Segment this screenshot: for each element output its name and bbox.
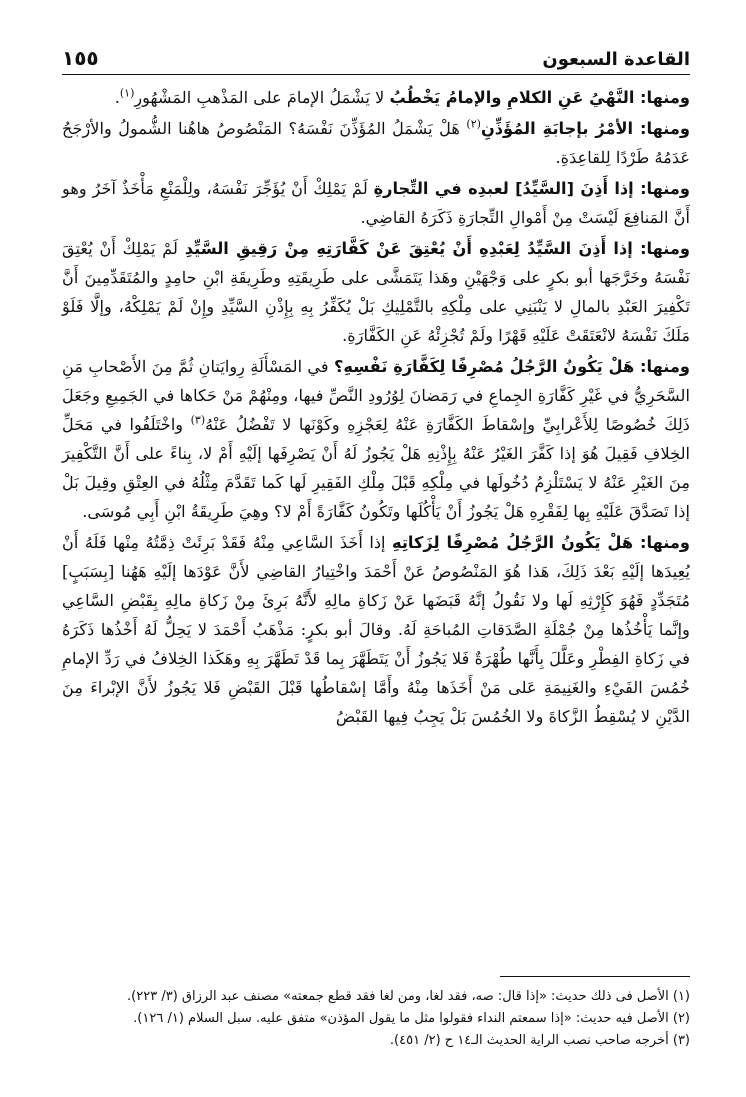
paragraph [62,114,690,172]
paragraph-text: إذا أَخَذَ السَّاعِي مِنْهُ فَقَدْ بَرِئَتْ ذِمَّتُهُ مِنْها فَلَهُ أَنْ يُعِيدَها إلَيْهِ بَعْدَ ذَلِكَ، هَذا هُوَ المَنْصُوصُ عَنْ أَحْمَدَ واخْتِيارُ القاضِي لأَنَّ عَوْدَها إلَيْهِ هَهُنا [بِسَبَبٍ] مُتَجَدِّدٍ فَهُوَ كَإِرْثِهِ لَها ولا نَقُولُ إنَّهُ قَبَضَها عَنْ زَكاةِ مالِهِ لأَنَّهُ بَرِئَ مِنْ زَكاةِ مالِهِ بِقَبْضِ السَّاعِي وإنَّما يَأْخُذُها مِنْ جُمْلَةِ الصَّدَقاتِ المُباحَةِ لَهُ. وقالَ أبو بكرٍ: مَذْهَبُ أَحْمَدَ لا يَحِلُّ لَهُ أَخْذُها ذَكَرَهُ في زَكاةِ الفِطْرِ وعَلَّلَ بِأَنَّها طُهْرَةٌ فَلا يَجُوزُ أَنْ يَتَطَهَّرَ بِما قَدْ تَطَهَّرَ بِهِ وهَكَذا الخِلافُ في رَدِّ الإمامِ خُمُسَ الفَيْءِ والغَنِيمَةِ عَلى مَنْ أَخَذَها مِنْهُ وأَمَّا إسْقاطُها قَبْلَ القَبْضِ فَلا يَجُوزُ لأَنَّ الإبْراءَ مِنَ الدَّيْنِ لا يُسْقِطُ الزَّكاةَ ولا الخُمُسَ بَلْ يَجِبُ فِيها القَبْضُ [62,533,690,726]
paragraph-lead: ومنها: إذا أَذِنَ السَّيِّدُ لِعَبْدِهِ أَنْ يُعْتِقَ عَنْ كَفَّارَتِهِ مِنْ رَقِيقِ السَّيِّدِ [184,239,690,258]
footnote-ref[interactable]: (٢) [466,117,481,131]
paragraph-lead: ومنها: إذا أَذِنَ [السَّيِّدُ] لعبدِه في التِّجارةِ [373,179,690,198]
paragraph-text: في المَسْأَلَةِ رِوايَتانِ ثُمَّ مِنَ الأَصْحابِ مَنِ السَّحَرِيُّ في غَيْرِ كَفَّارَةِ الجِماعِ في رَمَضانَ لِوُرُودِ النَّصِّ فيها، ومِنْهُمْ مَنْ حَكاها في الجَمِيعِ وجَعَلَ ذَلِكَ خُصُوصًا لِلأَعْرابِيِّ وإسْقاطَ الكَفَّارَةِ عَنْهُ لِعَجْزِهِ وكَوْنَها لا تَفْضُلُ عَنْهُ [62,357,690,434]
paragraph [62,174,690,232]
footnote: (٢) الأصل فيه حديث: «إذا سمعتم النداء فقولوا مثل ما يقول المؤذن» متفق عليه. سبل السلام (١/ ١٢٦). [133,1011,690,1026]
book-page [62,36,690,1066]
footnotes [62,986,690,1052]
page-number: ١٥٥ [62,46,99,70]
paragraph-lead: ومنها: هَلْ يَكُونُ الرَّجُلُ مُصْرِفًا لِكَفَّارَةِ نَفْسِهِ؟ [333,357,690,376]
paragraph-lead: ومنها: النَّهْيُ عَنِ الكلامِ والإمامُ يَخْطُبُ [389,88,690,107]
paragraph-text: . [114,88,120,107]
paragraph-text: هَلْ يَشْمَلُ المُؤَذِّنَ نَفْسَهُ؟ المَنْصُوصُ هاهُنا الشُّمولُ والأرْجَحُ عَدَمُهُ طَرْدًا لِلقاعِدَةِ. [62,119,690,167]
footnote: (١) الأصل فى ذلك حديث: «إذا قال: صه، فقد لغا، ومن لغا فقد قطع جمعته» مصنف عبد الرزاق (٣/ ٢٢٣). [127,989,690,1004]
page-header [62,36,690,75]
paragraph-text: واخْتَلَفُوا في مَحَلِّ الخِلافِ فَقِيلَ هُوَ إذا كَفَّرَ الغَيْرُ عَنْهُ بِإِذْنِهِ هَلْ يَجُوزُ لَهُ أَنْ يَصْرِفَها إلَيْهِ أَمْ لا، بِناءً على أَنَّ التَّكْفِيرَ مِنَ الغَيْرِ عَنْهُ لا يَسْتَلْزِمُ دُخُولَها في مِلْكِهِ قَبْلَ مِلْكِ الفَقِيرِ لَها كَما تَقَدَّمَ مِثْلُهُ في العِتْقِ وقِيلَ بَلْ إذا تَصَدَّقَ عَلَيْهِ بِها لِفَقْرِهِ هَلْ يَجُوزُ أَنْ يَأْكُلَها وتَكُونُ كَفَّارَةً أَمْ لا؟ وهِيَ طَرِيقَةُ ابْنِ أَبِي مُوسَى. [62,415,690,521]
footnote-ref[interactable]: (١) [119,86,135,100]
paragraph-lead: ومنها: هَلْ يَكُونُ الرَّجُلُ مُصْرِفًا لِزَكاتِهِ [392,533,690,552]
paragraph [62,234,690,350]
paragraph-text: لَمْ يَمْلِكْ أَنْ يُؤَجِّرَ نَفْسَهُ، ولِلْمَنْعِ مَأْخَذٌ آخَرُ وهو أَنَّ المَنافِعَ لَيْسَتْ مِنْ أَمْوالِ التِّجارَةِ ذَكَرَهُ القاضِي. [62,179,690,227]
paragraph [62,352,690,526]
paragraph-text: لا يَشْمَلُ الإمامَ على المَذْهبِ المَشْهُورِ [134,88,390,107]
footnote-divider [500,976,690,977]
paragraph [62,528,690,731]
paragraph [62,83,690,112]
running-title: القاعدة السبعون [542,49,690,70]
footnote: (٣) أخرجه صاحب نصب الراية الحديث الـ١٤ ح (٢/ ٤٥١). [389,1033,690,1048]
paragraph-text: لَمْ يَمْلِكْ أَنْ يُعْتِقَ نَفْسَهُ وخَرَّجَها أبو بكرٍ على وَجْهَيْنِ وهَذا يَتَمَشَّى على طَرِيقَتِهِ وطَرِيقَةِ ابْنِ حامِدٍ والمُتَقَدِّمِينَ أَنَّ تَكْفِيرَ العَبْدِ بالمالِ لا يَنْبَنِي على مِلْكِهِ بالتَّمْلِيكِ بَلْ يُكَفِّرُ بِهِ بِإِذْنِ السَّيِّدِ وإِنْ لَمْ يَمْلِكْهُ، وإلَّا فَلَوْ مَلَكَ نَفْسَهُ لانْعَتَقَتْ عَلَيْهِ قَهْرًا ولَمْ تُجْزِئْهُ عَنِ الكَفَّارَةِ. [62,239,690,345]
paragraph-lead: ومنها: الأمْرُ بإجابَةِ المُؤَذِّنِ [480,119,690,138]
footnote-ref[interactable]: (٣) [190,413,206,427]
page-body [62,83,690,731]
